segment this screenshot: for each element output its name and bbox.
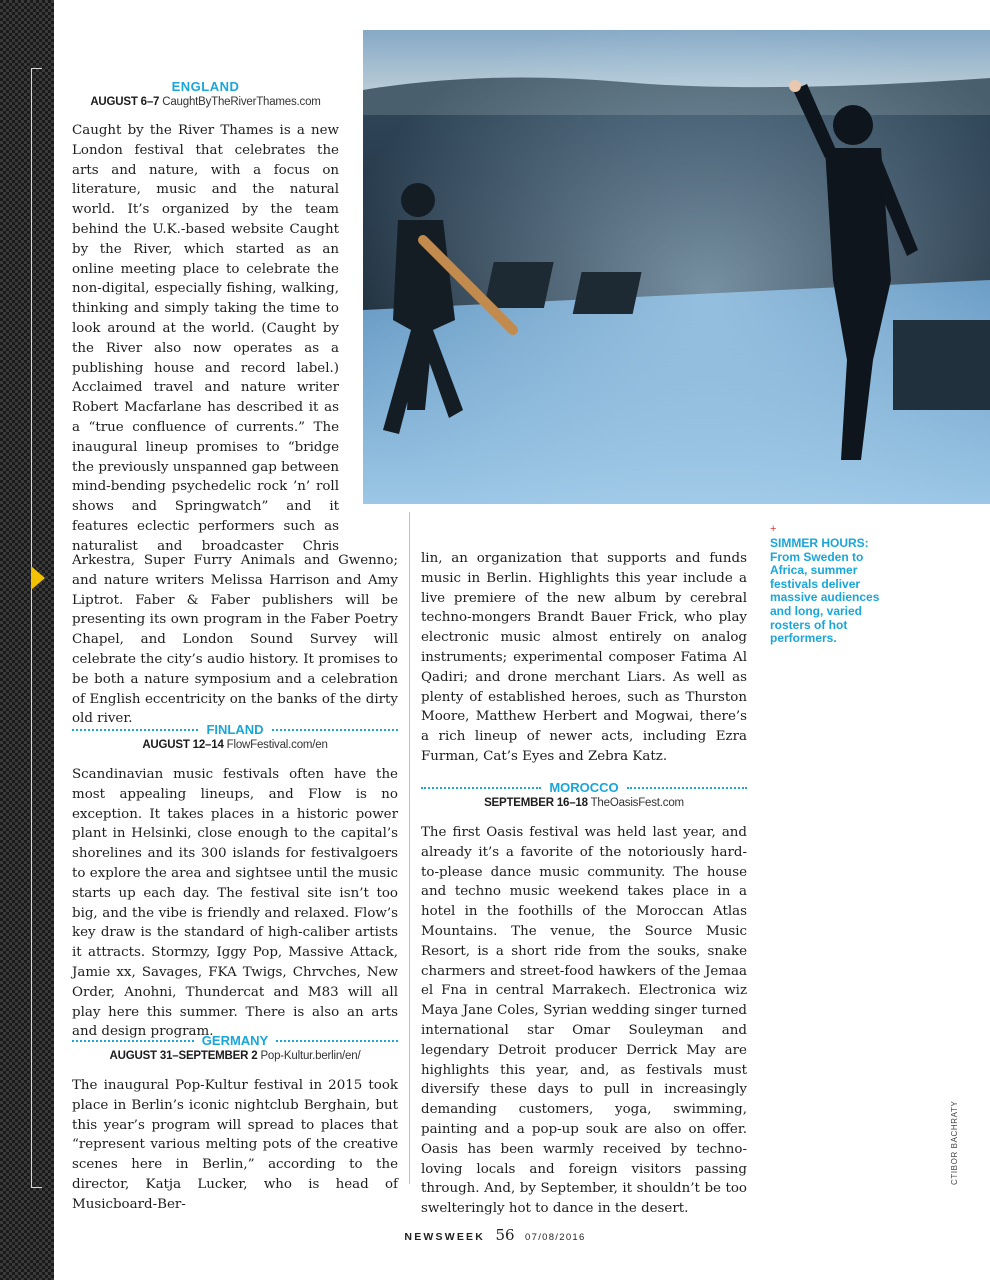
england-section xyxy=(72,79,339,110)
caption-text: SIMMER HOURS: From Sweden to Africa, summer festivals deliver massive audiences and long, varied rosters of hot performers. xyxy=(770,536,880,646)
festival-website: FlowFestival.com/en xyxy=(226,739,328,751)
photo-caption xyxy=(770,523,890,646)
festival-website: CaughtByTheRiverThames.com xyxy=(162,96,321,108)
germany-section xyxy=(72,1033,398,1215)
festival-dates: AUGUST 31–SEPTEMBER 2 xyxy=(109,1050,258,1062)
festival-dates: AUGUST 12–14 xyxy=(142,739,224,751)
photo-credit: CTIBOR BACHRATY xyxy=(950,1100,959,1185)
morocco-text: The first Oasis festival was held last year, and already it’s a favorite of the notoriously hard-to-please dance music community. The house and techno music weekend takes place in a hotel in the foothills of the Moroccan Atlas Mountains. The venue, the Source Music Resort, is a short ride from the souks, snake charmers and street-food hawkers of the Jemaa el Fna in central Marrakech. Electronica wiz Maya Jane Coles, Syrian wedding singer turned international star Omar Souleyman and legendary Detroit producer Derrick May are highlights this year, and, as festivals must diversify these days to pull in increasingly demanding customers, yoga, swimming, painting and a pop-up souk are also on offer. Oasis has been warmly received by techno-loving locals and foreign visitors passing through. And, by September, it shouldn’t be too swelteringly hot to dance in the desert. xyxy=(421,825,747,1217)
england-body-wide xyxy=(72,551,398,729)
dateline xyxy=(421,796,747,811)
finland-text: Scandinavian music festivals often have the most appealing lineups, and Flow is no exception. It takes places in a historic power plant in Helsinki, close enough to the capital’s shorelines and its 300 islands for festivalgoers to explore the area and sightsee until the music starts up each day. The festival site isn’t too big, and the vibe is friendly and relaxed. Flow’s key draw is the standard of high-caliber artists it attracts. Stormzy, Iggy Pop, Massive Attack, Jamie xx, Savages, FKA Twigs, Chrvches, New Order, Anohni, Thundercat and M83 will all play here this summer. There is also an arts and design program. xyxy=(72,767,398,1040)
region-title: ENGLAND xyxy=(171,79,240,94)
region-title: FINLAND xyxy=(206,722,264,737)
germany-text-col2: lin, an organization that supports and funds music in Berlin. Highlights this year include a live premiere of the new album by cerebral techno-mongers Brandt Bauer Frick, who play electronic music almost entirely on analog instruments; experimental composer Fatima Al Qadiri; and drone merchant Liars. As well as plenty of established heroes, such as Thurston Moore, Matthew Herbert and Mogwai, there’s a rich lineup of newer acts, including Ezra Furman, Cat’s Eyes and Zebra Katz. xyxy=(421,551,747,764)
dateline xyxy=(72,738,398,753)
decorative-side-strip xyxy=(0,0,54,1280)
page-number: 56 xyxy=(495,1226,515,1244)
england-body xyxy=(72,121,339,553)
magazine-name: NEWSWEEK xyxy=(404,1231,486,1243)
section-bracket xyxy=(31,68,42,1188)
dateline xyxy=(72,95,339,110)
region-title: MOROCCO xyxy=(549,780,619,795)
festival-website: TheOasisFest.com xyxy=(590,797,684,809)
column-rule xyxy=(409,512,410,1184)
festival-website: Pop-Kultur.berlin/en/ xyxy=(260,1050,361,1062)
festival-dates: AUGUST 6–7 xyxy=(90,96,160,108)
issue-date: 07/08/2016 xyxy=(525,1232,586,1243)
england-text-a: Caught by the River Thames is a new London festival that celebrates the arts and nature, with a focus on literature, music and the natural world. It’s organized by the team behind the U.K.-based website Caught by the River, which started as an online meeting place to celebrate the non-digital, especially fishing, walking, thinking and simply taking the time to look around at the world. (Caught by the River also now operates as a publishing house and record label.) Acclaimed travel and nature writer Robert Macfarlane has described it as a “true confluence of currents.” The inaugural lineup promises to “bridge the previously unspanned gap between mind-bending psychedelic rock ’n’ roll shows and Springwatch” and it features eclectic performers such as naturalist and broadcaster Chris xyxy=(72,123,339,553)
page-footer xyxy=(0,1226,990,1245)
dateline xyxy=(72,1049,398,1064)
arrow-marker-icon xyxy=(31,566,45,590)
germany-rule xyxy=(72,1033,398,1049)
festival-dates: SEPTEMBER 16–18 xyxy=(484,797,588,809)
region-title: GERMANY xyxy=(201,1033,269,1048)
plus-icon: + xyxy=(770,523,777,535)
morocco-rule xyxy=(421,780,747,796)
morocco-section xyxy=(421,780,747,1219)
finland-rule xyxy=(72,722,398,738)
germany-text-col1: The inaugural Pop-Kultur festival in 2015 took place in Berlin’s iconic nightclub Berghain, but this year’s program will spread to places that “represent various melting pots of the creative scenes here in Berlin,” according to the director, Katja Lucker, who is head of Musicboard-Ber- xyxy=(72,1078,398,1212)
finland-section xyxy=(72,722,398,1042)
england-header xyxy=(72,79,339,110)
concert-photo xyxy=(363,30,990,504)
germany-continued xyxy=(421,549,747,767)
england-text-b: Arkestra, Super Furry Animals and Gwenno; and nature writers Melissa Harrison and Amy Liptrot. Faber & Faber publishers will be presenting its own program in the Faber Poetry Chapel, and London Sound Survey will celebrate the city’s audio history. It promises to be both a nature symposium and a celebration of English eccentricity on the banks of the dirty old river. xyxy=(72,553,398,727)
